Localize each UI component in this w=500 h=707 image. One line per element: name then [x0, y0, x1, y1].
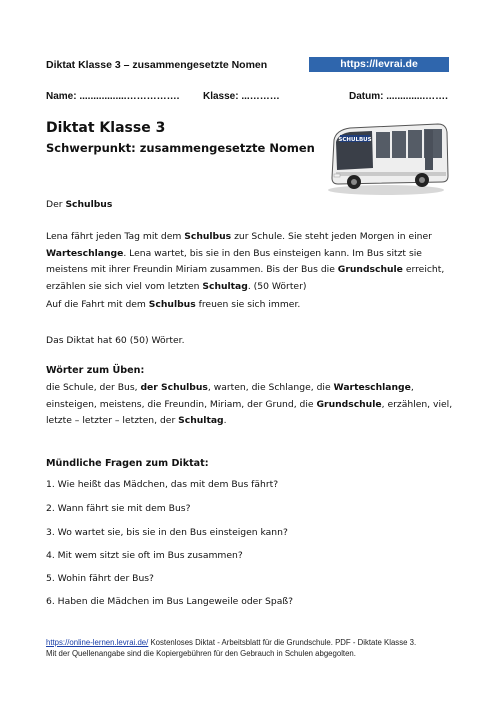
- words-segment: , erzählen, viel, letzte – letzter – letzten, der: [46, 398, 453, 426]
- story-title: Der Schulbus: [46, 199, 113, 210]
- story-p2-segment: Auf die Fahrt mit dem: [46, 299, 149, 310]
- story-p2-segment: Schulbus: [148, 299, 196, 310]
- header-title: Diktat Klasse 3 – zusammengesetzte Nomen: [46, 59, 268, 71]
- questions-heading: Mündliche Fragen zum Diktat:: [46, 458, 209, 469]
- words-segment: die Schule, der Bus,: [46, 382, 141, 393]
- words-segment: Schultag: [178, 415, 224, 426]
- footer-link[interactable]: https://online-lernen.levrai.de/: [46, 638, 149, 647]
- words-heading: Wörter zum Üben:: [46, 365, 145, 376]
- question-item: 6. Haben die Mädchen im Bus Langeweile oder Spaß?: [46, 596, 293, 607]
- question-item: 4. Mit wem sitzt sie oft im Bus zusammen?: [46, 550, 243, 561]
- word-count: Das Diktat hat 60 (50) Wörter.: [46, 335, 185, 346]
- story-p1-segment: Grundschule: [337, 264, 403, 275]
- story-paragraph-1: [46, 229, 456, 295]
- klasse-field[interactable]: Klasse: ...………: [203, 91, 280, 102]
- page-title: Diktat Klasse 3: [46, 120, 166, 136]
- school-bus-image: [326, 118, 450, 196]
- story-p1-segment: . Lena wartet, bis sie in den Bus einsteigen kann. Im Bus sitzt sie meistens mit ihrer Freundin Miriam zusammen. Bis der Bus die: [46, 247, 422, 275]
- story-p1-segment: zur Schule. Sie steht jeden Morgen in einer: [231, 231, 432, 242]
- question-item: 5. Wohin fährt der Bus?: [46, 573, 154, 584]
- story-p2-segment: freuen sie sich immer.: [195, 299, 301, 310]
- bus-sign-text: SCHULBUS: [338, 137, 372, 143]
- words-segment: Warteschlange: [333, 382, 411, 393]
- question-item: 3. Wo wartet sie, bis sie in den Bus einsteigen kann?: [46, 527, 288, 538]
- name-field[interactable]: Name: .................…………….: [46, 91, 180, 102]
- footer: https://online-lernen.levrai.de/ Kostenloses Diktat - Arbeitsblatt für die Grundschule. PDF - Diktate Klasse 3. Mit der Quellenangabe sind die Kopiergebühren für den Gebrauch in Schulen abgegolten.: [46, 638, 417, 658]
- story-p1-segment: Schultag: [202, 280, 248, 292]
- words-segment: .: [223, 415, 227, 426]
- header-url-badge[interactable]: https://levrai.de: [309, 57, 449, 72]
- story-p1-segment: . (50 Wörter): [247, 280, 307, 292]
- question-item: 2. Wann fährt sie mit dem Bus?: [46, 503, 191, 514]
- story-p1-segment: erreicht, erzählen sie sich viel vom letzten: [46, 264, 445, 292]
- question-item: 1. Wie heißt das Mädchen, das mit dem Bus fährt?: [46, 479, 279, 490]
- story-p1-segment: Warteschlange: [46, 247, 124, 259]
- words-segment: Grundschule: [316, 398, 382, 410]
- story-paragraph-2: [46, 297, 456, 314]
- datum-field[interactable]: Datum: ..............…….: [349, 91, 448, 102]
- words-list: [46, 380, 456, 430]
- page-subtitle: Schwerpunkt: zusammengesetzte Nomen: [46, 141, 315, 155]
- story-p1-segment: Schulbus: [184, 231, 232, 242]
- words-segment: der Schulbus: [140, 382, 208, 393]
- story-p1-segment: Lena fährt jeden Tag mit dem: [46, 231, 185, 242]
- words-segment: , warten, die Schlange, die: [207, 382, 334, 393]
- words-segment: , einsteigen, meistens, die Freundin, Miriam, der Grund, die: [46, 382, 414, 410]
